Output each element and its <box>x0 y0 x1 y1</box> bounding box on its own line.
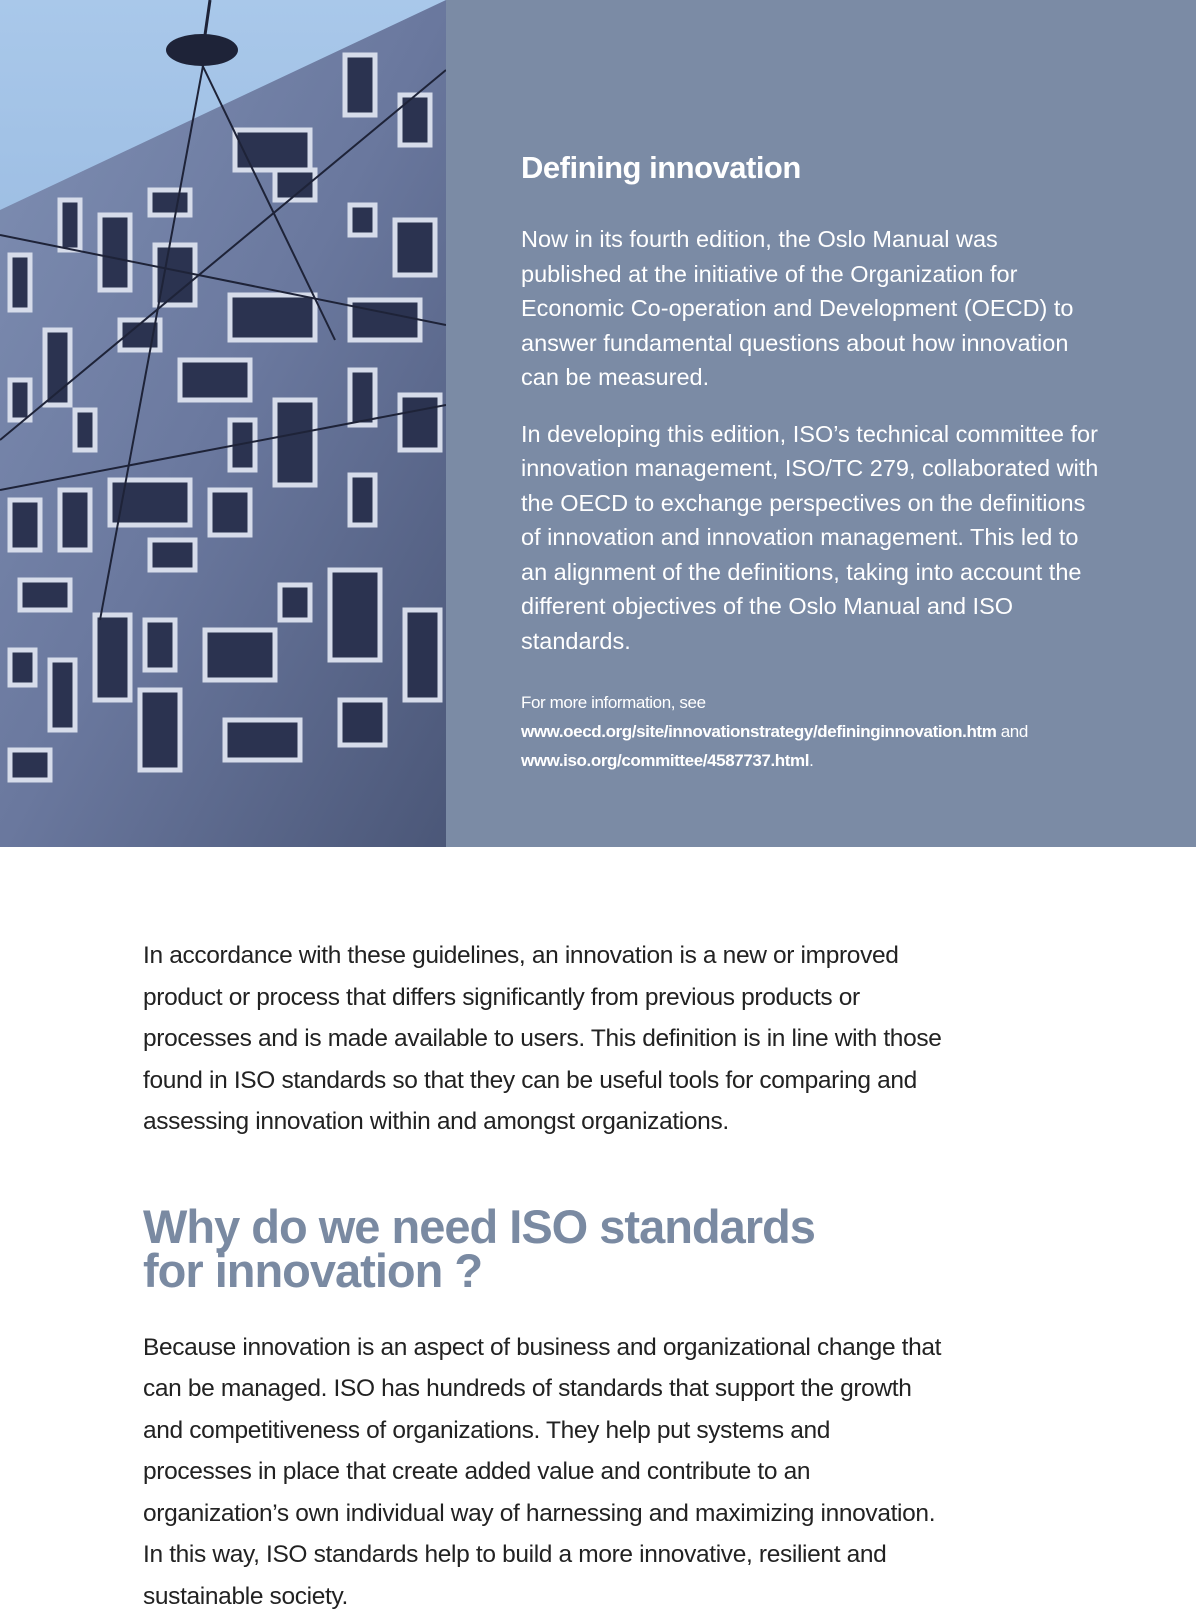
more-info-suffix: . <box>809 751 814 770</box>
more-info-prefix: For more information, see <box>521 693 706 712</box>
more-info-and: and <box>996 722 1028 741</box>
body-paragraph: Because innovation is an aspect of business and organizational change that can be managed. ISO has hundreds of standards that support the growth and competitiveness of organizations. They help put systems and processes in place that create added value and contribute to an organization’s own individual way of harnessing and maximizing innovation. In this way, ISO standards help to build a more innovative, resilient and sustainable society. <box>143 1333 942 1610</box>
section-heading <box>143 1199 943 1297</box>
intro-paragraph: In accordance with these guidelines, an innovation is a new or improved product or process that differs significantly from previous products or processes and is made available to users. This definition is in line with those found in ISO standards so that they can be useful tools for comparing and assessing innovation within and amongst organizations. <box>143 942 942 1135</box>
section-heading-line-2: for innovation ? <box>143 1243 483 1297</box>
defining-innovation-panel <box>446 0 1196 847</box>
main-content <box>143 935 943 1617</box>
panel-paragraph-2: In developing this edition, ISO’s technical committee for innovation management, ISO/TC 279, collaborated with the OECD to exchange perspectives on the definitions of innovation and innovation management. This led to an alignment of the definitions, taking into account the different objectives of the Oslo Manual and ISO standards. <box>521 420 1099 654</box>
panel-paragraph-1: Now in its fourth edition, the Oslo Manual was published at the initiative of the Organization for Economic Co-operation and Development (OECD) to answer fundamental questions about how innovation can be measured. <box>521 226 1074 390</box>
panel-heading: Defining innovation <box>521 150 801 185</box>
oecd-link[interactable]: www.oecd.org/site/innovationstrategy/defininginnovation.htm <box>521 722 997 741</box>
more-info-note <box>521 688 1101 775</box>
section-heading-line-1: Why do we need ISO standards <box>143 1199 815 1253</box>
iso-committee-link[interactable]: www.iso.org/committee/4587737.html <box>521 751 810 770</box>
building-photo <box>0 0 446 847</box>
